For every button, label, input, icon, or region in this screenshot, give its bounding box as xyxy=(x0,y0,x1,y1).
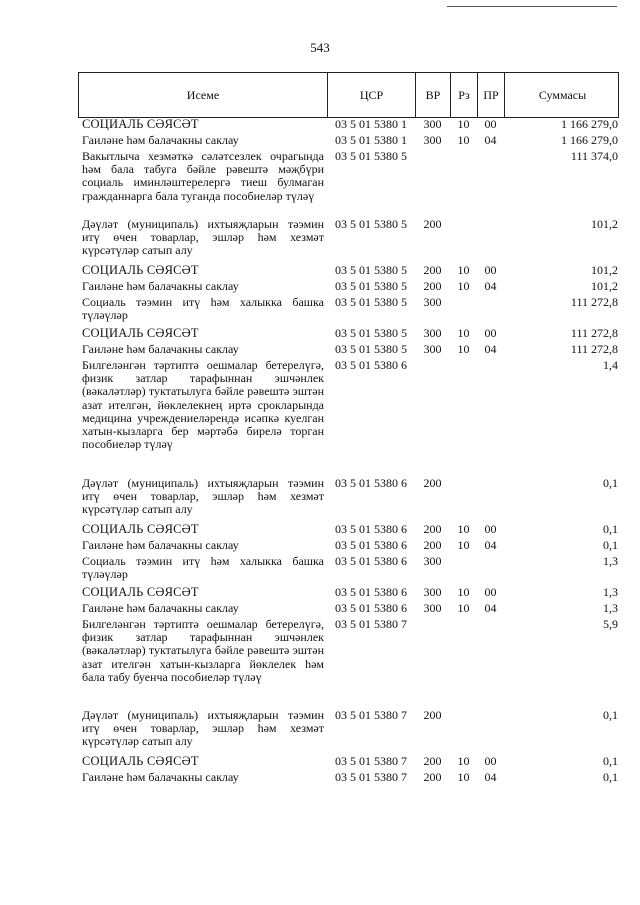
row-pr: 04 xyxy=(484,770,497,784)
row-vr: 200 xyxy=(423,279,442,293)
table-row xyxy=(78,218,619,264)
row-name: Билгеләнгән тәртиптә оешмалар бетерелүгә, физик затлар тарафыннан эшчәнлек (вәкаләтләр) туктатылуга бәйле рәвештә эштән азат ителгән, йөклелекнең иртә срокларында медицина учреждениеләрендә исәпкә куелган хатын-кызларга бер мәртәбә бирелә торган пособиеләр түләү xyxy=(82,358,324,452)
row-pr: 04 xyxy=(484,279,497,293)
row-sum: 111 272,8 xyxy=(570,295,618,309)
row-vr: 200 xyxy=(423,476,442,490)
page-number: 543 xyxy=(310,40,330,55)
row-sum: 1,4 xyxy=(603,358,618,372)
row-csr: 03 5 01 5380 5 xyxy=(335,295,407,309)
row-name: Гаиләне һәм балачакны саклау xyxy=(82,342,239,356)
row-pr xyxy=(477,477,504,523)
row-sum: 0,1 xyxy=(603,708,618,722)
row-pr: 04 xyxy=(484,133,497,147)
row-pr xyxy=(477,555,504,586)
row-csr: 03 5 01 5380 6 xyxy=(335,358,407,372)
row-pr xyxy=(477,618,504,709)
row-name: СОЦИАЛЬ СӘЯСӘТ xyxy=(82,117,199,131)
row-vr: 300 xyxy=(423,117,442,131)
row-pr: 00 xyxy=(484,754,497,768)
header-vr: ВР xyxy=(416,73,451,117)
table-row xyxy=(78,602,619,618)
row-pr: 00 xyxy=(484,263,497,277)
row-name: Гаиләне һәм балачакны саклау xyxy=(82,279,239,293)
row-sum: 1,3 xyxy=(603,601,618,615)
row-pr: 04 xyxy=(484,342,497,356)
row-name: СОЦИАЛЬ СӘЯСӘТ xyxy=(82,754,199,768)
row-csr: 03 5 01 5380 6 xyxy=(335,522,407,536)
table-row xyxy=(78,359,619,477)
row-rz: 10 xyxy=(457,342,470,356)
row-csr: 03 5 01 5380 1 xyxy=(335,133,407,147)
row-name: СОЦИАЛЬ СӘЯСӘТ xyxy=(82,585,199,599)
row-sum: 101,2 xyxy=(591,217,618,231)
row-vr: 200 xyxy=(423,708,442,722)
row-rz xyxy=(450,709,477,755)
row-vr: 200 xyxy=(423,217,442,231)
row-sum: 5,9 xyxy=(603,617,618,631)
row-rz: 10 xyxy=(457,117,470,131)
row-rz: 10 xyxy=(457,326,470,340)
row-csr: 03 5 01 5380 5 xyxy=(335,279,407,293)
row-pr: 00 xyxy=(484,117,497,131)
row-sum: 0,1 xyxy=(603,538,618,552)
row-pr xyxy=(477,709,504,755)
row-name: Вакытлыча хезмәткә сәләтсезлек очрагында һәм бала табуга бәйле рәвештә мәҗбүри социаль иминләштерелергә тиеш булмаган гражданнарга бала туганда пособиеләр түләү xyxy=(82,149,324,203)
row-sum: 111 374,0 xyxy=(570,149,618,163)
table-body xyxy=(78,118,619,787)
row-vr xyxy=(415,618,450,709)
table-header xyxy=(78,72,619,118)
row-csr: 03 5 01 5380 7 xyxy=(335,754,407,768)
row-rz: 10 xyxy=(457,522,470,536)
table-row xyxy=(78,264,619,280)
row-sum: 1,3 xyxy=(603,585,618,599)
row-rz: 10 xyxy=(457,601,470,615)
row-pr: 00 xyxy=(484,522,497,536)
row-sum: 0,1 xyxy=(603,770,618,784)
row-rz xyxy=(450,296,477,327)
row-name: СОЦИАЛЬ СӘЯСӘТ xyxy=(82,263,199,277)
row-vr: 300 xyxy=(423,554,442,568)
row-vr: 200 xyxy=(423,522,442,536)
row-csr: 03 5 01 5380 6 xyxy=(335,585,407,599)
row-csr: 03 5 01 5380 7 xyxy=(335,617,407,631)
row-vr: 300 xyxy=(423,585,442,599)
row-sum: 1 166 279,0 xyxy=(561,133,618,147)
row-pr xyxy=(477,150,504,218)
row-name: Билгеләнгән тәртиптә оешмалар бетерелүгә, физик затлар тарафыннан эшчәнлек (вәкаләтләр) туктатылуга бәйле рәвештә эштән азат ителгән хатын-кызларга йөклелек һәм бала табу буенча пособиеләр түләү xyxy=(82,617,324,684)
row-vr: 200 xyxy=(423,263,442,277)
table-row xyxy=(78,477,619,523)
table-row xyxy=(78,118,619,134)
row-csr: 03 5 01 5380 5 xyxy=(335,149,407,163)
row-csr: 03 5 01 5380 5 xyxy=(335,217,407,231)
row-csr: 03 5 01 5380 6 xyxy=(335,601,407,615)
row-sum: 1 166 279,0 xyxy=(561,117,618,131)
row-csr: 03 5 01 5380 5 xyxy=(335,326,407,340)
row-rz xyxy=(450,618,477,709)
row-sum: 0,1 xyxy=(603,522,618,536)
row-csr: 03 5 01 5380 1 xyxy=(335,117,407,131)
row-csr: 03 5 01 5380 7 xyxy=(335,708,407,722)
table-row xyxy=(78,327,619,343)
row-rz xyxy=(450,359,477,477)
row-csr: 03 5 01 5380 6 xyxy=(335,476,407,490)
header-rz: Рз xyxy=(451,73,478,117)
row-sum: 0,1 xyxy=(603,476,618,490)
row-name: Гаиләне һәм балачакны саклау xyxy=(82,770,239,784)
row-csr: 03 5 01 5380 5 xyxy=(335,342,407,356)
row-sum: 101,2 xyxy=(591,279,618,293)
row-pr xyxy=(477,218,504,264)
row-pr: 04 xyxy=(484,538,497,552)
row-vr: 300 xyxy=(423,601,442,615)
row-name: Социаль тәэмин итү һәм халыкка башка түләүләр xyxy=(82,554,324,582)
row-csr: 03 5 01 5380 6 xyxy=(335,538,407,552)
row-sum: 101,2 xyxy=(591,263,618,277)
row-vr: 300 xyxy=(423,342,442,356)
table-row xyxy=(78,280,619,296)
row-name: СОЦИАЛЬ СӘЯСӘТ xyxy=(82,522,199,536)
row-csr: 03 5 01 5380 5 xyxy=(335,263,407,277)
table-row xyxy=(78,755,619,771)
header-csr: ЦСР xyxy=(328,73,416,117)
row-pr xyxy=(477,359,504,477)
row-rz xyxy=(450,150,477,218)
row-name: Гаиләне һәм балачакны саклау xyxy=(82,133,239,147)
header-sum: Суммасы xyxy=(538,87,587,102)
row-rz: 10 xyxy=(457,538,470,552)
row-name: Дәүләт (муниципаль) ихтыяҗларын тәэмин итү өчен товарлар, эшләр һәм хезмәт күрсәтүләр сатып алу xyxy=(82,217,324,258)
row-vr: 200 xyxy=(423,770,442,784)
row-vr: 300 xyxy=(423,295,442,309)
row-pr: 00 xyxy=(484,326,497,340)
table-row xyxy=(78,539,619,555)
row-sum: 111 272,8 xyxy=(570,342,618,356)
table-row xyxy=(78,134,619,150)
row-rz: 10 xyxy=(457,754,470,768)
row-pr xyxy=(477,296,504,327)
row-vr: 200 xyxy=(423,754,442,768)
table-row xyxy=(78,343,619,359)
row-vr: 300 xyxy=(423,326,442,340)
top-rule xyxy=(447,6,617,7)
table-row xyxy=(78,586,619,602)
row-rz xyxy=(450,218,477,264)
row-rz: 10 xyxy=(457,585,470,599)
header-pr: ПР xyxy=(478,73,505,117)
budget-table xyxy=(78,72,619,787)
row-rz: 10 xyxy=(457,263,470,277)
table-row xyxy=(78,150,619,218)
row-rz: 10 xyxy=(457,133,470,147)
row-vr xyxy=(415,359,450,477)
row-name: Гаиләне һәм балачакны саклау xyxy=(82,538,239,552)
row-csr: 03 5 01 5380 6 xyxy=(335,554,407,568)
table-row xyxy=(78,296,619,327)
header-name: Исеме xyxy=(79,73,328,117)
row-name: Социаль тәэмин итү һәм халыкка башка түләүләр xyxy=(82,295,324,323)
table-row xyxy=(78,709,619,755)
row-name: Гаиләне һәм балачакны саклау xyxy=(82,601,239,615)
row-pr: 04 xyxy=(484,601,497,615)
row-name: СОЦИАЛЬ СӘЯСӘТ xyxy=(82,326,199,340)
table-row xyxy=(78,618,619,709)
row-name: Дәүләт (муниципаль) ихтыяҗларын тәэмин итү өчен товарлар, эшләр һәм хезмәт күрсәтүләр сатып алу xyxy=(82,708,324,749)
row-sum: 0,1 xyxy=(603,754,618,768)
row-sum: 1,3 xyxy=(603,554,618,568)
row-rz: 10 xyxy=(457,770,470,784)
table-row xyxy=(78,523,619,539)
row-rz xyxy=(450,555,477,586)
row-csr: 03 5 01 5380 7 xyxy=(335,770,407,784)
table-row xyxy=(78,555,619,586)
table-row xyxy=(78,771,619,787)
row-rz: 10 xyxy=(457,279,470,293)
row-vr xyxy=(415,150,450,218)
row-name: Дәүләт (муниципаль) ихтыяҗларын тәэмин итү өчен товарлар, эшләр һәм хезмәт күрсәтүләр сатып алу xyxy=(82,476,324,517)
row-pr: 00 xyxy=(484,585,497,599)
row-sum: 111 272,8 xyxy=(570,326,618,340)
row-vr: 200 xyxy=(423,538,442,552)
row-rz xyxy=(450,477,477,523)
row-vr: 300 xyxy=(423,133,442,147)
